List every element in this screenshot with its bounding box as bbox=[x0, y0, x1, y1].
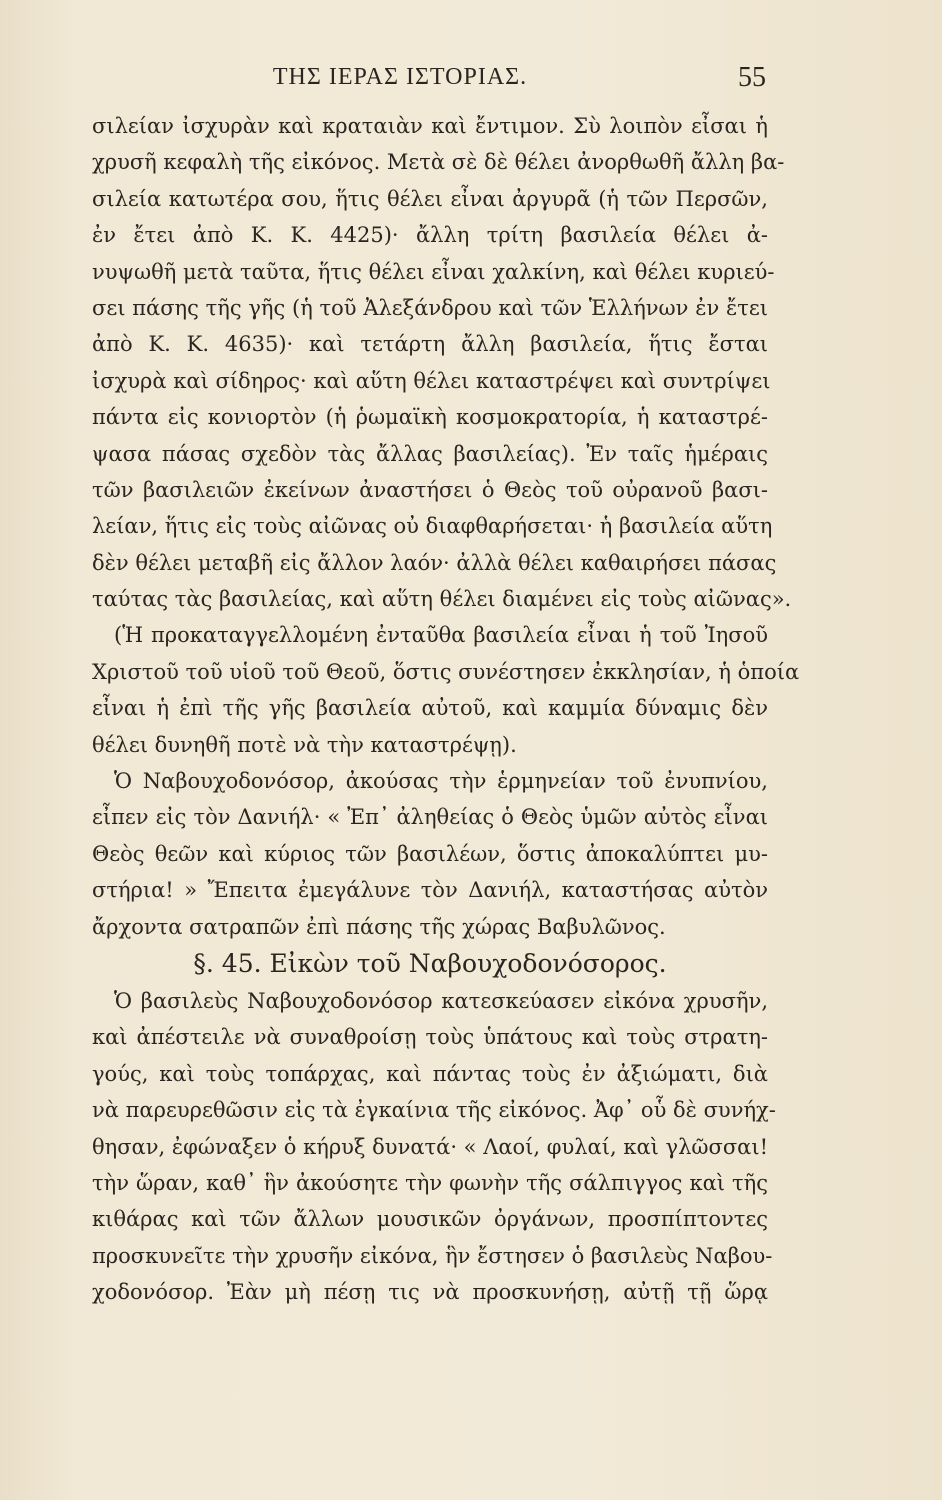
text-line: λείαν, ἥτις εἰς τοὺς αἰῶνας οὐ διαφθαρήσεται· ἡ βασιλεία αὕτη bbox=[92, 514, 773, 539]
text-line: σει πάσης τῆς γῆς (ἡ τοῦ Ἀλεξάνδρου καὶ τῶν Ἑλλήνων ἐν ἔτει bbox=[92, 295, 768, 320]
text-line: τῶν βασιλειῶν ἐκείνων ἀναστήσει ὁ Θεὸς τοῦ οὐρανοῦ βασι- bbox=[92, 477, 768, 502]
text-line: σιλείαν ἰσχυρὰν καὶ κραταιὰν καὶ ἔντιμον. Σὺ λοιπὸν εἶσαι ἡ bbox=[92, 114, 768, 138]
text-line: θησαν, ἐφώναξεν ὁ κήρυξ δυνατά· « Λαοί, φυλαί, καὶ γλῶσσαι! bbox=[92, 1134, 769, 1159]
running-title: ΤΗΣ ΙΕΡΑΣ ΙΣΤΟΡΙΑΣ. bbox=[272, 64, 528, 90]
text-line: ταύτας τὰς βασιλείας, καὶ αὕτη θέλει διαμένει εἰς τοὺς αἰῶνας». bbox=[92, 587, 792, 612]
text-line: εἶναι ἡ ἐπὶ τῆς γῆς βασιλεία αὐτοῦ, καὶ καμμία δύναμις δὲν bbox=[92, 696, 768, 721]
page-body bbox=[92, 108, 800, 1311]
text-line: καὶ ἀπέστειλε νὰ συναθροίσῃ τοὺς ὑπάτους καὶ τοὺς στρατη- bbox=[92, 1025, 768, 1050]
text-line: (Ἡ προκαταγγελλομένη ἐνταῦθα βασιλεία εἶναι ἡ τοῦ Ἰησοῦ bbox=[114, 623, 768, 648]
text-line: τὴν ὥραν, καθ᾿ ἣν ἀκούσητε τὴν φωνὴν τῆς σάλπιγγος καὶ τῆς bbox=[92, 1170, 768, 1195]
text-line: θέλει δυνηθῆ ποτὲ νὰ τὴν καταστρέψῃ). bbox=[92, 732, 517, 757]
text-line: χρυσῆ κεφαλὴ τῆς εἰκόνος. Μετὰ σὲ δὲ θέλει ἀνορθωθῆ ἄλλη βα- bbox=[92, 150, 785, 175]
text-line: Θεὸς θεῶν καὶ κύριος τῶν βασιλέων, ὅστις ἀποκαλύπτει μυ- bbox=[92, 841, 768, 866]
page-number: 55 bbox=[738, 62, 766, 93]
text-line: σιλεία κατωτέρα σου, ἥτις θέλει εἶναι ἀργυρᾶ (ἡ τῶν Περσῶν, bbox=[92, 186, 768, 211]
text-line: Ὁ Ναβουχοδονόσορ, ἀκούσας τὴν ἑρμηνείαν τοῦ ἐνυπνίου, bbox=[114, 769, 768, 794]
text-line: ἄρχοντα σατραπῶν ἐπὶ πάσης τῆς χώρας Βαβυλῶνος. bbox=[92, 914, 666, 939]
text-line: νὰ παρευρεθῶσιν εἰς τὰ ἐγκαίνια τῆς εἰκόνος. Ἀφ᾿ οὗ δὲ συνήχ- bbox=[92, 1098, 776, 1123]
page-header bbox=[0, 62, 942, 102]
text-line: πάντα εἰς κονιορτὸν (ἡ ῥωμαϊκὴ κοσμοκρατορία, ἡ καταστρέ- bbox=[92, 405, 768, 430]
text-line: Ὁ βασιλεὺς Ναβουχοδονόσορ κατεσκεύασεν εἰκόνα χρυσῆν, bbox=[114, 988, 768, 1013]
text-line: Χριστοῦ τοῦ υἱοῦ τοῦ Θεοῦ, ὅστις συνέστησεν ἐκκλησίαν, ἡ ὁποία bbox=[92, 659, 800, 684]
text-line: εἶπεν εἰς τὸν Δανιήλ· « Ἐπ᾿ ἀληθείας ὁ Θεὸς ὑμῶν αὐτὸς εἶναι bbox=[92, 805, 768, 830]
text-line: στήρια! » Ἔπειτα ἐμεγάλυνε τὸν Δανιήλ, καταστήσας αὐτὸν bbox=[92, 878, 768, 903]
text-line: ἰσχυρὰ καὶ σίδηρος· καὶ αὕτη θέλει καταστρέψει καὶ συντρίψει bbox=[92, 368, 771, 393]
text-line: ψασα πάσας σχεδὸν τὰς ἄλλας βασιλείας). Ἐν ταῖς ἡμέραις bbox=[92, 441, 768, 466]
text-line: χοδονόσορ. Ἐὰν μὴ πέσῃ τις νὰ προσκυνήσῃ, αὐτῇ τῇ ὥρᾳ bbox=[92, 1280, 768, 1305]
text-line: προσκυνεῖτε τὴν χρυσῆν εἰκόνα, ἣν ἔστησεν ὁ βασιλεὺς Ναβου- bbox=[92, 1243, 773, 1268]
text-line: κιθάρας καὶ τῶν ἄλλων μουσικῶν ὀργάνων, προσπίπτοντες bbox=[92, 1207, 768, 1232]
text-line: νυψωθῆ μετὰ ταῦτα, ἥτις θέλει εἶναι χαλκίνη, καὶ θέλει κυριεύ- bbox=[92, 259, 775, 284]
text-line: δὲν θέλει μεταβῆ εἰς ἄλλον λαόν· ἀλλὰ θέλει καθαιρήσει πάσας bbox=[92, 550, 777, 575]
section-heading: §. 45. Εἰκὼν τοῦ Ναβουχοδονόσορος. bbox=[193, 948, 667, 978]
text-line: ἐν ἔτει ἀπὸ Κ. Κ. 4425)· ἄλλη τρίτη βασιλεία θέλει ἀ- bbox=[92, 223, 768, 248]
text-line: γούς, καὶ τοὺς τοπάρχας, καὶ πάντας τοὺς ἐν ἀξιώματι, διὰ bbox=[92, 1061, 768, 1086]
text-line: ἀπὸ Κ. Κ. 4635)· καὶ τετάρτη ἄλλη βασιλεία, ἥτις ἔσται bbox=[92, 332, 768, 357]
